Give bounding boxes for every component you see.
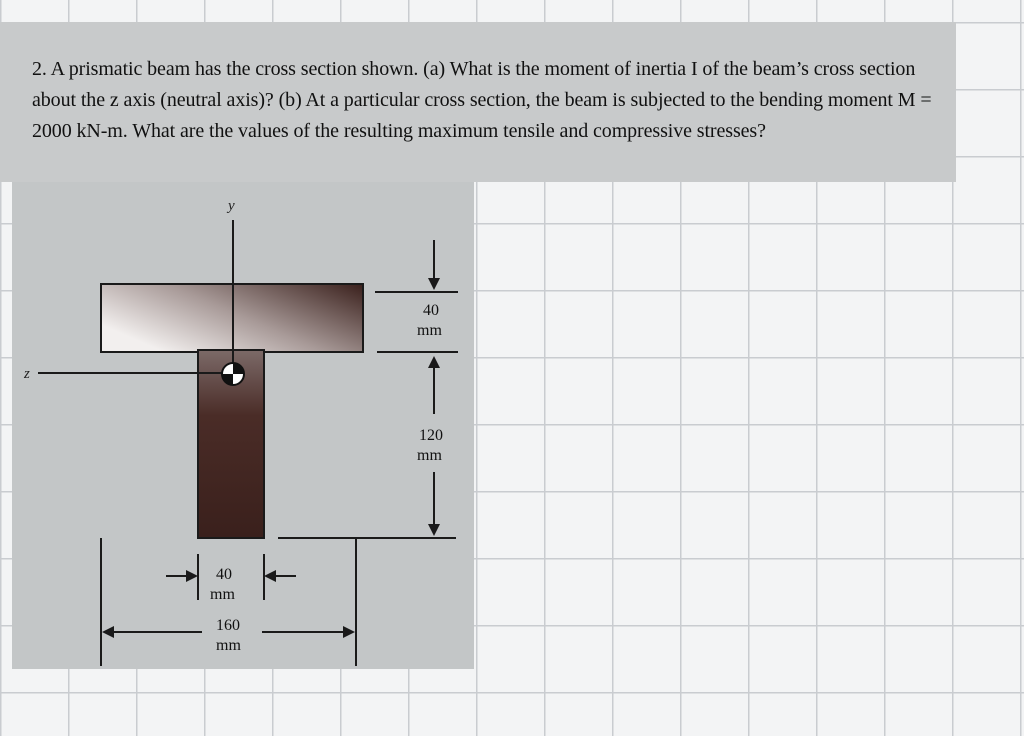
web-height-value: 120 — [419, 427, 443, 444]
t-beam-cross-section-figure — [12, 182, 474, 669]
flange-thickness-value: 40 — [423, 302, 439, 319]
web-height-unit: mm — [417, 447, 442, 464]
flange-thickness-unit: mm — [417, 322, 442, 339]
y-axis-label: y — [228, 198, 235, 214]
flange-width-unit: mm — [216, 637, 241, 654]
figure-panel — [12, 182, 474, 669]
web-width-unit: mm — [210, 586, 235, 603]
flange-width-value: 160 — [216, 617, 240, 634]
problem-panel — [0, 22, 956, 182]
flange-thickness-dimension — [375, 240, 458, 368]
problem-statement: 2. A prismatic beam has the cross section shown. (a) What is the moment of inertia I of the beam’s cross section about the z axis (neutral axis)? (b) At a particular cross section, the beam is subjected to the bending moment M = 2000 kN-m. What are the values of the resulting maximum tensile and compressive stresses? — [32, 58, 932, 142]
z-axis-label: z — [24, 366, 30, 382]
centroid-symbol — [222, 363, 244, 385]
web-width-value: 40 — [216, 566, 232, 583]
